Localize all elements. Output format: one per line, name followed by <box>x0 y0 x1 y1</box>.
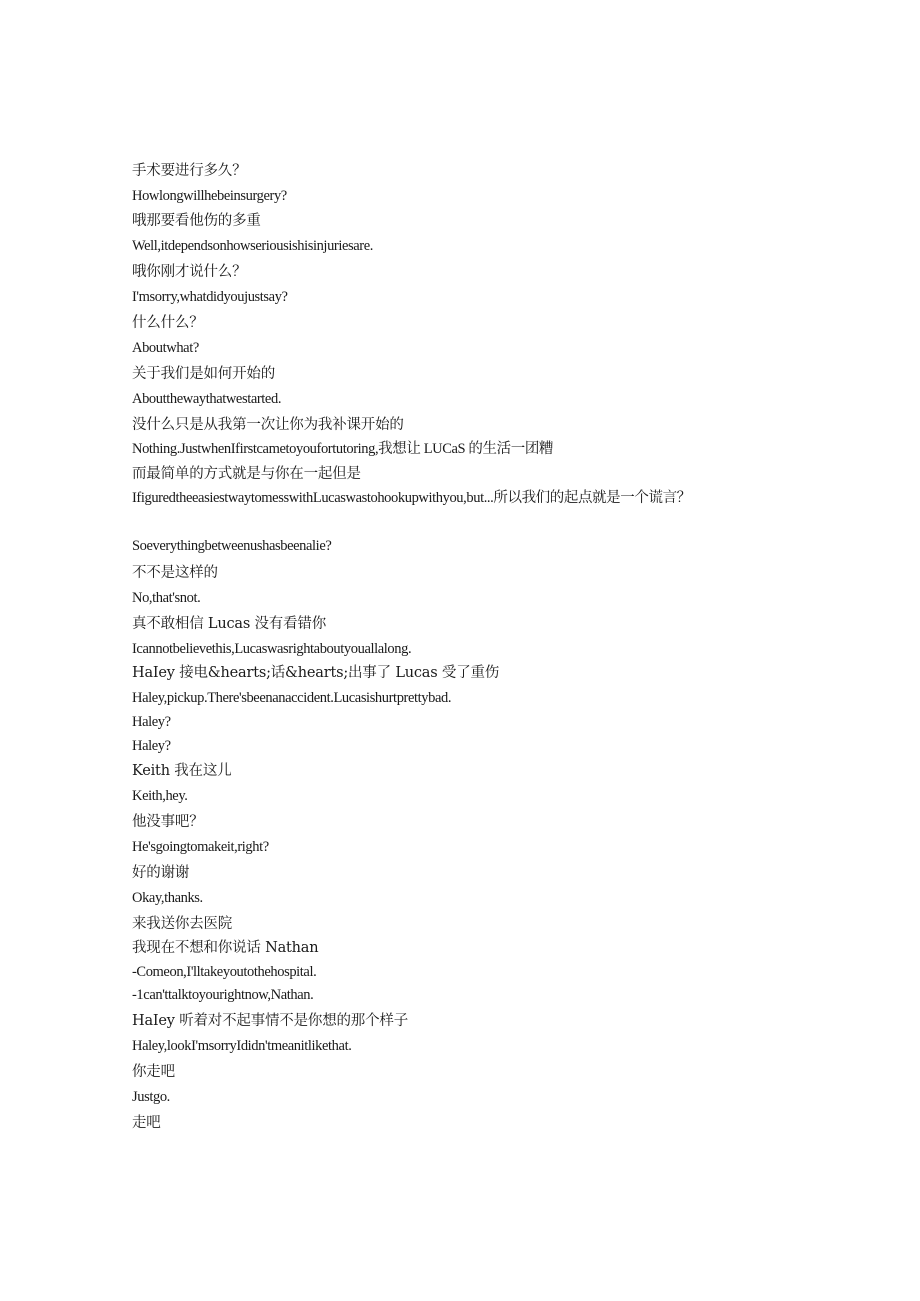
subtitle-line-en: Haley? <box>132 714 171 730</box>
subtitle-line-zh: HaIey 接电&hearts;话&hearts;出事了 Lucas 受了重伤 <box>132 665 500 681</box>
subtitle-line-en: Icannotbelievethis,Lucaswasrightaboutyouallalong. <box>132 641 412 657</box>
subtitle-line-en: Aboutwhat? <box>132 340 199 356</box>
subtitle-line-mixed: IfiguredtheeasiestwaytomesswithLucaswastohookupwithyou,but...所以我们的起点就是一个谎言？ <box>132 490 691 506</box>
subtitle-line-zh: 哦那要看他伤的多重 <box>132 213 261 229</box>
subtitle-line-zh: 走吧 <box>132 1115 161 1131</box>
subtitle-line-en: Keith,hey. <box>132 788 188 804</box>
subtitle-line-zh: 不不是这样的 <box>132 565 218 581</box>
subtitle-line-en: -Comeon,I'lltakeyoutothehospital. <box>132 964 317 980</box>
subtitle-line-en: Haley? <box>132 738 171 754</box>
subtitle-line-zh: 真不敢相信 Lucas 没有看错你 <box>132 616 326 632</box>
subtitle-line-en: Aboutthewaythatwestarted. <box>132 391 282 407</box>
subtitle-line-zh: 哦你刚才说什么？ <box>132 264 247 280</box>
subtitle-line-zh: 他没事吧？ <box>132 814 204 830</box>
subtitle-line-en: I'msorry,whatdidyoujustsay? <box>132 289 288 305</box>
subtitle-line-zh: 没什么只是从我第一次让你为我补课开始的 <box>132 417 404 433</box>
subtitle-line-zh: 手术要进行多久？ <box>132 163 247 179</box>
subtitle-line-en: No,that'snot. <box>132 590 201 606</box>
subtitle-line-zh: 你走吧 <box>132 1064 175 1080</box>
subtitle-line-en: Justgo. <box>132 1089 170 1105</box>
subtitle-line-zh: Keith 我在这儿 <box>132 763 232 779</box>
subtitle-line-en: Well,itdependsonhowseriousishisinjuriesare. <box>132 238 373 254</box>
subtitle-line-en: He'sgoingtomakeit,right? <box>132 839 269 855</box>
subtitle-line-zh: 好的谢谢 <box>132 865 190 881</box>
subtitle-line-en: Howlongwillhebeinsurgery? <box>132 188 287 204</box>
subtitle-line-zh: 来我送你去医院 <box>132 916 233 932</box>
subtitle-line-en: Haley,lookI'msorryIdidn'tmeanitlikethat. <box>132 1038 352 1054</box>
subtitle-line-zh: 我现在不想和你说话 Nathan <box>132 940 319 956</box>
subtitle-line-zh: 而最简单的方式就是与你在一起但是 <box>132 466 361 482</box>
subtitle-line-en: Okay,thanks. <box>132 890 203 906</box>
subtitle-line-zh: 关于我们是如何开始的 <box>132 366 275 382</box>
subtitle-line-zh: 什么什么？ <box>132 315 204 331</box>
subtitle-line-en: -1can'ttalktoyourightnow,Nathan. <box>132 987 314 1003</box>
subtitle-line-mixed: Nothing.JustwhenIfirstcametoyoufortutoring,我想让 LUCaS 的生活一团糟 <box>132 441 554 457</box>
subtitle-line-en: Haley,pickup.There'sbeenanaccident.Lucasishurtprettybad. <box>132 690 452 706</box>
subtitle-line-zh: HaIey 听着对不起事情不是你想的那个样子 <box>132 1013 408 1029</box>
subtitle-line-en: Soeverythingbetweenushasbeenalie? <box>132 538 332 554</box>
